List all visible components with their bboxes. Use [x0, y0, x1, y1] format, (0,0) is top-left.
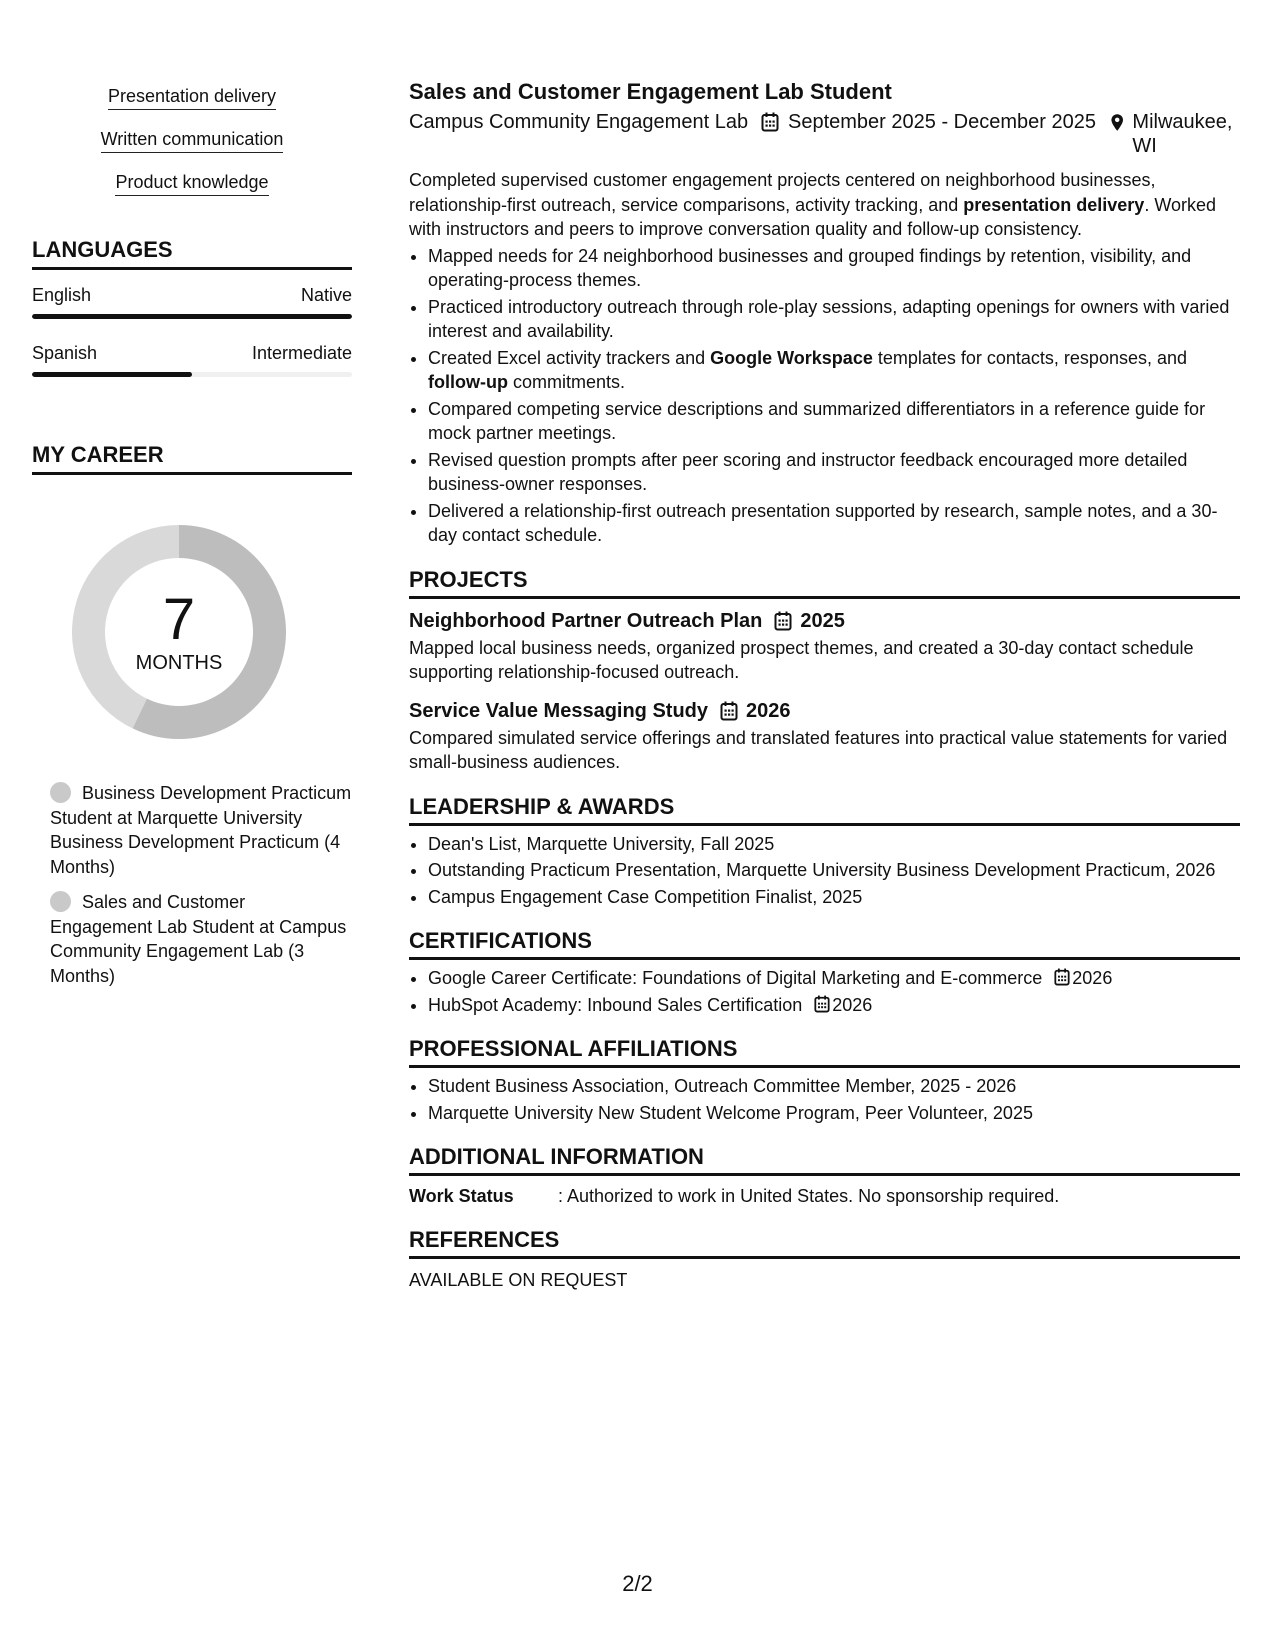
language-name: Spanish	[32, 343, 98, 363]
affiliation-item: • Student Business Association, Outreach Committee Member, 2025 - 2026	[428, 1074, 1240, 1099]
career-dot-icon	[50, 891, 71, 912]
calendar-icon	[720, 701, 738, 721]
projects-heading: PROJECTS	[409, 567, 1240, 599]
job-title: Sales and Customer Engagement Lab Student	[409, 79, 892, 104]
language-proficiency-fill	[32, 372, 192, 377]
job-meta	[409, 110, 1240, 158]
certification-item: • HubSpot Academy: Inbound Sales Certification 2026	[428, 993, 1240, 1018]
certifications-list	[409, 966, 1240, 1017]
job-bullet: • Delivered a relationship-first outreach presentation supported by research, sample notes, and a 30-day contact schedule.	[428, 499, 1240, 548]
project-title: Neighborhood Partner Outreach Plan 2025	[409, 609, 845, 632]
career-donut-chart	[66, 519, 292, 745]
project-title: Service Value Messaging Study 2026	[409, 699, 791, 722]
skill-item: Presentation delivery	[32, 86, 352, 110]
language-row	[32, 285, 352, 319]
skill-item: Product knowledge	[32, 172, 352, 196]
career-heading: MY CAREER	[32, 443, 352, 475]
job-company: Campus Community Engagement Lab	[409, 111, 749, 133]
calendar-icon	[774, 611, 792, 631]
affiliations-list	[409, 1074, 1240, 1125]
career-list-item: Sales and Customer Engagement Lab Student at Campus Community Engagement Lab (3 Months)	[50, 892, 347, 986]
work-status-label: Work Status	[409, 1186, 514, 1206]
job-bullet: • Mapped needs for 24 neighborhood businesses and grouped findings by retention, visibility, and operating-process themes.	[428, 244, 1240, 293]
career-dot-icon	[50, 782, 71, 803]
language-proficiency-bar	[32, 314, 352, 319]
languages-heading: LANGUAGES	[32, 238, 352, 270]
language-level: Intermediate	[251, 343, 352, 363]
job-bullet: • Revised question prompts after peer scoring and instructor feedback encouraged more detailed business-owner responses.	[428, 448, 1240, 497]
project-year: 2025	[800, 609, 845, 632]
language-row	[32, 343, 352, 377]
certifications-heading: CERTIFICATIONS	[409, 928, 1240, 960]
certification-year: 2026	[1072, 968, 1113, 988]
leadership-item: • Campus Engagement Case Competition Finalist, 2025	[428, 885, 1240, 910]
affiliations-heading: PROFESSIONAL AFFILIATIONS	[409, 1036, 1240, 1068]
calendar-icon	[814, 995, 830, 1013]
map-pin-icon	[1111, 112, 1123, 133]
work-status-value: : Authorized to work in United States. No sponsorship required.	[558, 1186, 1060, 1206]
leadership-list	[409, 832, 1240, 910]
language-name: English	[32, 285, 92, 305]
additional-info-heading: ADDITIONAL INFORMATION	[409, 1144, 1240, 1176]
page-number: 2/2	[622, 1571, 653, 1596]
job-summary: Completed supervised customer engagement projects centered on neighborhood businesses, relationship-first outreach, service comparisons, activity tracking, and presentation delivery. Worked with instructors and peers to improve conversation quality and follow-up consistency.	[409, 170, 1217, 239]
affiliation-item: • Marquette University New Student Welcome Program, Peer Volunteer, 2025	[428, 1101, 1240, 1126]
job-bullet: • Practiced introductory outreach through role-play sessions, adapting openings for owners with varied interest and availability.	[428, 295, 1240, 344]
job-bullet: • Compared competing service descriptions and summarized differentiators in a reference guide for mock partner meetings.	[428, 397, 1240, 446]
language-level: Native	[300, 285, 352, 305]
leadership-heading: LEADERSHIP & AWARDS	[409, 794, 1240, 826]
project-year: 2026	[746, 699, 791, 722]
job-bullet: • Created Excel activity trackers and Google Workspace templates for contacts, responses, and follow-up commitments.	[428, 346, 1240, 395]
work-status-row	[409, 1184, 1240, 1208]
calendar-icon	[1054, 968, 1070, 986]
certification-item: • Google Career Certificate: Foundations of Digital Marketing and E-commerce 2026	[428, 966, 1240, 991]
project-description: Compared simulated service offerings and translated features into practical value statements for varied small-business audiences.	[409, 727, 1228, 772]
sidebar	[32, 86, 352, 999]
project-description: Mapped local business needs, organized prospect themes, and created a 30-day contact schedule supporting relationship-focused outreach.	[409, 637, 1194, 682]
job-dates: September 2025 - December 2025	[761, 110, 1111, 158]
leadership-item: • Outstanding Practicum Presentation, Marquette University Business Development Practicum, 2026	[428, 858, 1240, 883]
career-list	[32, 781, 352, 988]
references-text: AVAILABLE ON REQUEST	[409, 1270, 628, 1290]
job-bullets	[409, 244, 1240, 548]
language-proficiency-bar	[32, 372, 352, 377]
career-section	[32, 443, 352, 988]
career-total-months: 7	[162, 587, 196, 652]
language-proficiency-fill	[32, 314, 352, 319]
certification-year: 2026	[832, 994, 873, 1015]
career-list-item: Business Development Practicum Student at Marquette University Business Development Practicum (4 Months)	[50, 783, 352, 877]
leadership-item: • Dean's List, Marquette University, Fall 2025	[428, 832, 1240, 857]
calendar-icon	[761, 112, 779, 132]
skill-item: Written communication	[32, 129, 352, 153]
main-content	[409, 79, 1240, 1292]
job-location: Milwaukee, WI	[1111, 110, 1240, 158]
languages-section	[32, 238, 352, 377]
career-total-unit: MONTHS	[135, 652, 223, 674]
references-heading: REFERENCES	[409, 1227, 1240, 1259]
